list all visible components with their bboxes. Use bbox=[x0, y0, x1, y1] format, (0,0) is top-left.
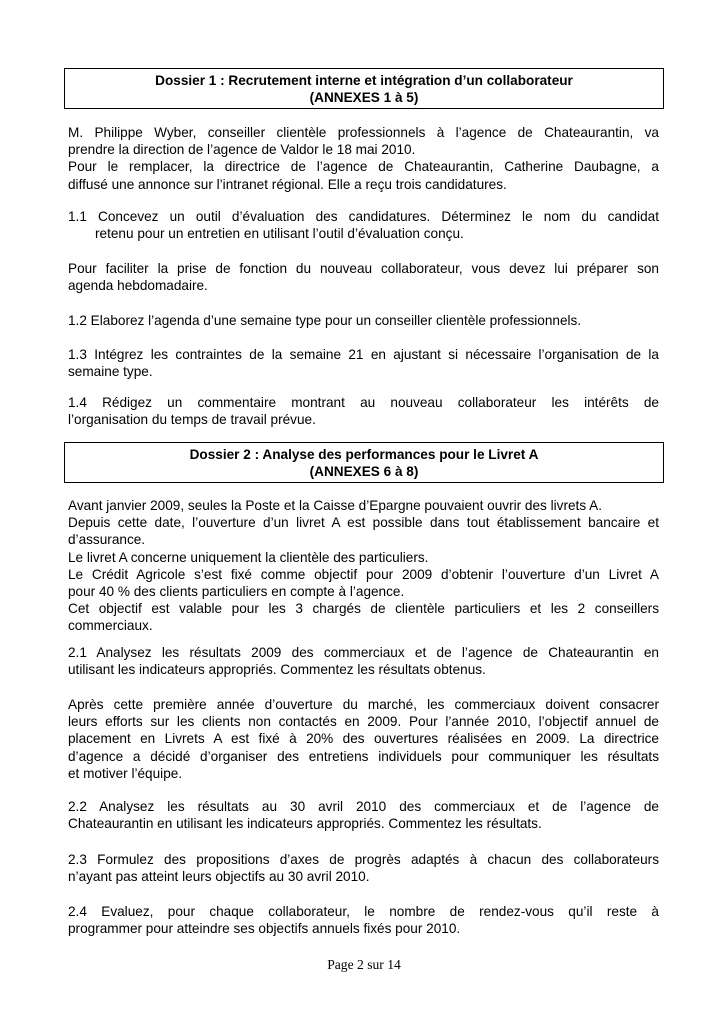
intro-paragraph-1 bbox=[68, 124, 659, 193]
text-line: 1.1 Concevez un outil d’évaluation des candidatures. Déterminez le nom du candidat bbox=[68, 209, 659, 224]
question-1-3 bbox=[68, 346, 659, 380]
question-2-3 bbox=[68, 851, 659, 885]
text-line: n’ayant pas atteint leurs objectifs au 30 avril 2010. bbox=[68, 869, 370, 885]
question-2-2 bbox=[68, 798, 659, 832]
question-2-4 bbox=[68, 903, 659, 937]
text-line: semaine type. bbox=[68, 364, 153, 380]
text-line: 1.3 Intégrez les contraintes de la semaine 21 en ajustant si nécessaire l’organisation de la bbox=[68, 347, 659, 362]
text-line: placement en Livrets A est fixé à 20% des ouvertures réalisées en 2009. La directrice bbox=[68, 731, 659, 747]
text-line: Pour le remplacer, la directrice de l’agence de Chateaurantin, Catherine Daubagne, a bbox=[68, 159, 659, 175]
text-line: l’organisation du temps de travail prévue. bbox=[68, 412, 316, 428]
text-line: d’agence a décidé d’organiser des entretiens individuels pour communiquer les résultats bbox=[68, 748, 659, 764]
text-line: d’assurance. bbox=[68, 532, 146, 548]
question-2-1 bbox=[68, 644, 659, 678]
text-line: retenu pour un entretien en utilisant l’outil d’évaluation conçu. bbox=[95, 226, 464, 242]
text-line: 2.1 Analysez les résultats 2009 des commerciaux et de l’agence de Chateaurantin en bbox=[68, 645, 659, 660]
text-line: et motiver l’équipe. bbox=[68, 765, 183, 781]
text-line: utilisant les indicateurs appropriés. Commentez les résultats obtenus. bbox=[68, 662, 486, 678]
text-line: diffusé une annonce sur l’intranet régional. Elle a reçu trois candidatures. bbox=[68, 176, 507, 192]
dossier-2-annexes: (ANNEXES 6 à 8) bbox=[309, 464, 419, 479]
text-line: Avant janvier 2009, seules la Poste et la Caisse d’Epargne pouvaient ouvrir des livrets A. bbox=[68, 498, 602, 513]
text-line: leurs efforts sur les clients non contactés en 2009. Pour l’année 2010, l’objectif annuel de bbox=[68, 714, 659, 730]
question-1-4 bbox=[68, 394, 659, 428]
text-line: Cet objectif est valable pour les 3 chargés de clientèle particuliers et les 2 conseillers bbox=[68, 601, 659, 617]
text-line: Depuis cette date, l’ouverture d’un livret A est possible dans tout établissement bancaire et bbox=[68, 515, 659, 531]
agenda-paragraph bbox=[68, 260, 659, 294]
text-line: 2.4 Evaluez, pour chaque collaborateur, le nombre de rendez-vous qu’il reste à bbox=[68, 904, 659, 919]
dossier-1-annexes: (ANNEXES 1 à 5) bbox=[309, 90, 419, 105]
dossier-2-header bbox=[64, 442, 664, 483]
intro-paragraph-2 bbox=[68, 497, 659, 635]
dossier-1-header bbox=[64, 68, 664, 109]
text-line: commerciaux. bbox=[68, 618, 153, 634]
text-line: M. Philippe Wyber, conseiller clientèle professionnels à l’agence de Chateaurantin, va bbox=[68, 125, 659, 140]
text-line: Pour faciliter la prise de fonction du nouveau collaborateur, vous devez lui préparer son bbox=[68, 261, 659, 276]
text-line: programmer pour atteindre ses objectifs annuels fixés pour 2010. bbox=[68, 921, 461, 937]
dossier-1-title: Dossier 1 : Recrutement interne et intégration d’un collaborateur bbox=[155, 73, 573, 88]
text-line: Le livret A concerne uniquement la clientèle des particuliers. bbox=[68, 549, 429, 565]
paragraph-2010-objectives bbox=[68, 696, 659, 782]
text-line: 2.3 Formulez des propositions d’axes de progrès adaptés à chacun des collaborateurs bbox=[68, 852, 659, 867]
text-line: pour 40 % des clients particuliers en compte à l’agence. bbox=[68, 584, 405, 600]
question-1-2 bbox=[68, 312, 659, 329]
text-line: prendre la direction de l’agence de Valdor le 18 mai 2010. bbox=[68, 142, 416, 158]
text-line: 1.4 Rédigez un commentaire montrant au nouveau collaborateur les intérêts de bbox=[68, 395, 659, 410]
text-line: 1.2 Elaborez l’agenda d’une semaine type pour un conseiller clientèle professionnels. bbox=[68, 313, 582, 328]
text-line: Après cette première année d’ouverture du marché, les commerciaux doivent consacrer bbox=[68, 697, 659, 712]
text-line: Chateaurantin en utilisant les indicateurs appropriés. Commentez les résultats. bbox=[68, 816, 542, 832]
text-line: Le Crédit Agricole s’est fixé comme objectif pour 2009 d’obtenir l’ouverture d’un Livret A bbox=[68, 566, 659, 582]
text-line: agenda hebdomadaire. bbox=[68, 278, 208, 294]
text-line: 2.2 Analysez les résultats au 30 avril 2010 des commerciaux et de l’agence de bbox=[68, 799, 659, 814]
question-1-1 bbox=[68, 208, 659, 242]
dossier-2-title: Dossier 2 : Analyse des performances pour le Livret A bbox=[189, 447, 539, 462]
page-number: Page 2 sur 14 bbox=[327, 957, 401, 972]
